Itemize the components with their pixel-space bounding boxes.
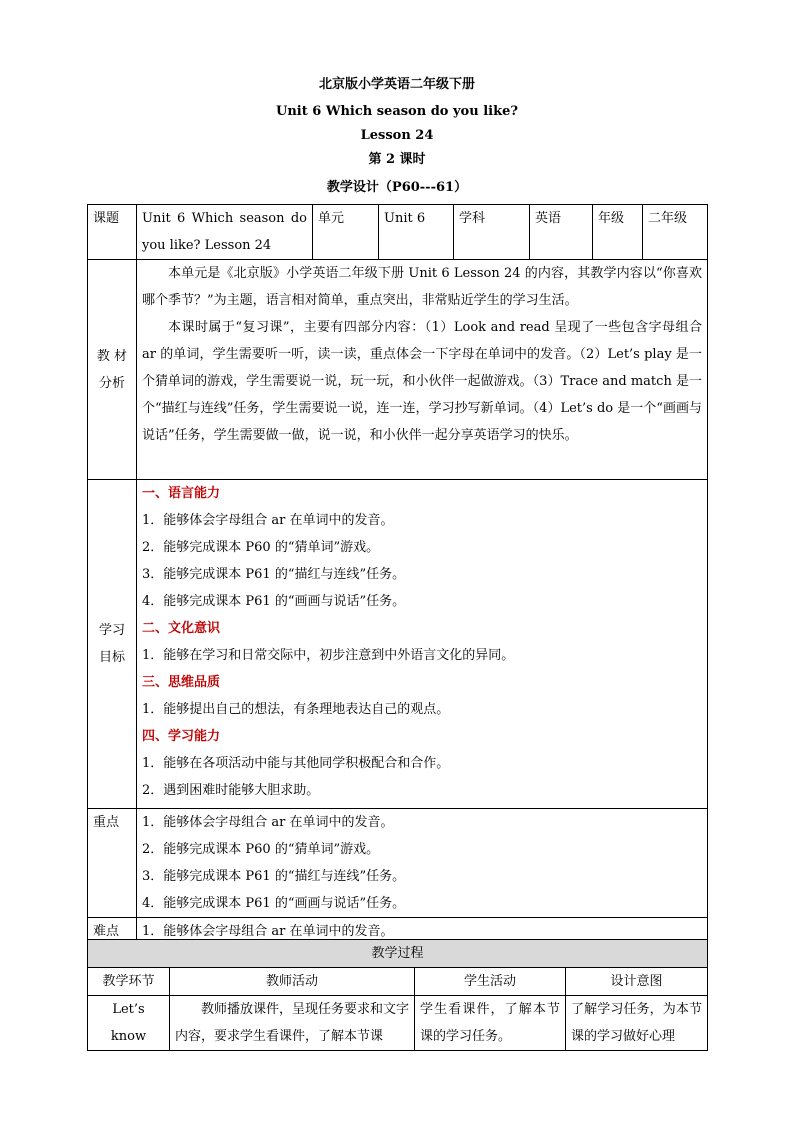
goals-heading-thinking: 三、思维品质 [142, 675, 221, 690]
goal-item: 3．能够完成课本 P61 的“描红与连线”任务。 [142, 567, 406, 582]
doc-title: 北京版小学英语二年级下册 [318, 77, 475, 92]
topic-label: 课题 [88, 205, 137, 260]
process-title-row [88, 940, 708, 968]
goal-item: 2．遇到困难时能够大胆求助。 [142, 783, 320, 798]
goals-content [137, 480, 708, 809]
subject-value: 英语 [530, 205, 593, 260]
process-row [88, 996, 708, 1051]
topic-value: Unit 6 Which season do you like? Lesson 24 [137, 205, 313, 260]
goal-item: 1．能够体会字母组合 ar 在单词中的发音。 [142, 513, 394, 528]
key-points-label: 重点 [88, 809, 137, 918]
goal-item: 2．能够完成课本 P60 的“猜单词”游戏。 [142, 540, 380, 555]
analysis-row [88, 260, 708, 480]
goal-item: 4．能够完成课本 P61 的“画画与说话”任务。 [142, 594, 406, 609]
period-title: 第 2 课时 [368, 152, 426, 167]
col-student-header: 学生活动 [415, 968, 566, 996]
info-row [88, 205, 708, 260]
goal-item: 1．能够在学习和日常交际中，初步注意到中外语言文化的异同。 [142, 648, 515, 663]
row-design-intent: 了解学习任务，为本节课的学习做好心理 [566, 996, 708, 1051]
row-student-activity: 学生看课件，了解本节课的学习任务。 [415, 996, 566, 1051]
goals-heading-language: 一、语言能力 [142, 486, 221, 501]
unit-title: Unit 6 Which season do you like? [276, 104, 518, 119]
key-point-item: 1．能够体会字母组合 ar 在单词中的发音。 [142, 815, 394, 830]
key-point-item: 4．能够完成课本 P61 的“画画与说话”任务。 [142, 896, 406, 911]
process-table [87, 939, 708, 1051]
row-stage: Let’s know [88, 996, 170, 1051]
unit-label: 单元 [313, 205, 379, 260]
process-title: 教学过程 [88, 940, 708, 968]
analysis-para-1: 本单元是《北京版》小学英语二年级下册 Unit 6 Lesson 24 的内容，其教学内容以“你喜欢哪个季节？”为主题，语言相对简单，重点突出，非常贴近学生的学习生活。 [142, 266, 702, 308]
difficulty-label: 难点 [88, 918, 137, 946]
col-stage-header: 教学环节 [88, 968, 170, 996]
difficulty-item: 1．能够体会字母组合 ar 在单词中的发音。 [137, 918, 708, 946]
lesson-title: Lesson 24 [360, 128, 434, 143]
goal-item: 1．能够在各项活动中能与其他同学积极配合和合作。 [142, 756, 450, 771]
goal-item: 1．能够提出自己的想法，有条理地表达自己的观点。 [142, 702, 450, 717]
analysis-label: 教 材 分析 [88, 260, 137, 480]
grade-value: 二年级 [643, 205, 708, 260]
unit-value: Unit 6 [379, 205, 454, 260]
key-points-row [88, 809, 708, 918]
col-intent-header: 设计意图 [566, 968, 708, 996]
goals-label [88, 480, 137, 809]
goals-label-line-2: 目标 [98, 650, 125, 665]
grade-label: 年级 [593, 205, 643, 260]
goals-label-line-1: 学习 [98, 623, 125, 638]
col-teacher-header: 教师活动 [170, 968, 415, 996]
row-teacher-activity: 教师播放课件，呈现任务要求和文字内容，要求学生看课件，了解本节课 [170, 996, 415, 1051]
analysis-content [137, 260, 708, 480]
goals-heading-culture: 二、文化意识 [142, 621, 221, 636]
subject-label: 学科 [454, 205, 530, 260]
design-title: 教学设计（P60---61） [326, 180, 468, 195]
key-point-item: 3．能够完成课本 P61 的“描红与连线”任务。 [142, 869, 406, 884]
goals-heading-learning: 四、学习能力 [142, 729, 221, 744]
process-header-row [88, 968, 708, 996]
goals-row [88, 480, 708, 809]
lesson-plan-table [87, 204, 708, 946]
analysis-para-2: 本课时属于“复习课”，主要有四部分内容：（1）Look and read 呈现了一些包含字母组合 ar 的单词，学生需要听一听，读一读，重点体会一下字母在单词中的发音。（2）Let’s play 是一个猜单词的游戏，学生需要说一说，玩一玩，和小伙伴一起做游戏。（3）Trace and match 是一个“描红与连线”任务，学生需要说一说，连一连，学习抄写新单词。（4）Let’s do 是一个“画画与说话”任务，学生需要做一做，说一说，和小伙伴一起分享英语学习的快乐。 [142, 320, 702, 443]
key-point-item: 2．能够完成课本 P60 的“猜单词”游戏。 [142, 842, 380, 857]
key-points-content [137, 809, 708, 918]
